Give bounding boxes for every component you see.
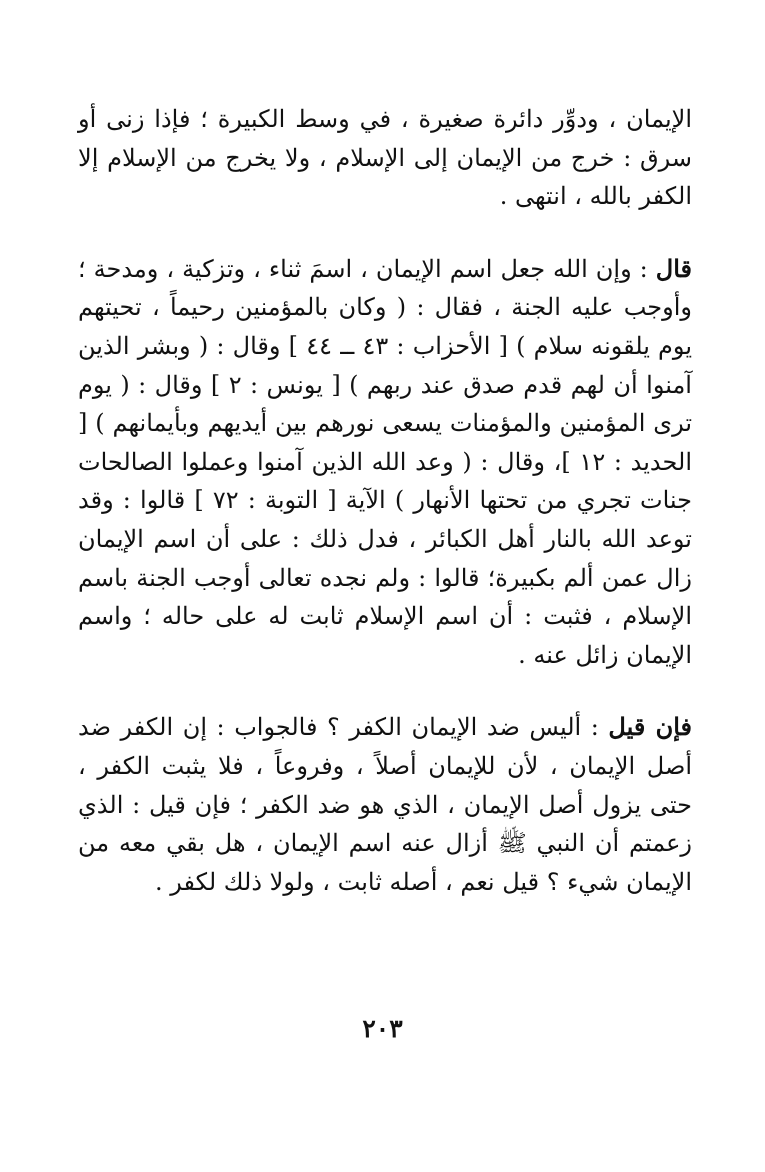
page-number: ٢٠٣ <box>362 1014 403 1043</box>
paragraph-3-text: : أليس ضد الإيمان الكفر ؟ فالجواب : إن الكفر ضد أصل الإيمان ، لأن للإيمان أصلاً ، وفروعاً ، فلا يثبت الكفر ، حتى يزول أصل الإيمان ، الذي هو ضد الكفر ؛ فإن قيل : الذي زعمتم أن النبي ﷺ أزال عنه اسم الإيمان ، هل بقي معه من الإيمان شيء ؟ قيل نعم ، أصله ثابت ، ولولا ذلك لكفر . <box>78 713 692 896</box>
paragraph-3 <box>78 708 692 901</box>
paragraph-1 <box>78 100 692 216</box>
paragraph-2 <box>78 250 692 675</box>
paragraph-1-text: الإيمان ، ودوِّر دائرة صغيرة ، في وسط الكبيرة ؛ فإذا زنى أو سرق : خرج من الإيمان إلى الإسلام ، ولا يخرج من الإسلام إلا الكفر بالله ، انتهى . <box>78 105 692 211</box>
paragraph-3-lead: فإن قيل <box>608 712 693 742</box>
page-body <box>78 100 692 901</box>
paragraph-2-text: : وإن الله جعل اسم الإيمان ، اسمَ ثناء ، وتزكية ، ومدحة ؛ وأوجب عليه الجنة ، فقال : ( وكان بالمؤمنين رحيماً ، تحيتهم يوم يلقونه سلام ) [ الأحزاب : ٤٣ ــ ٤٤ ] وقال : ( وبشر الذين آمنوا أن لهم قدم صدق عند ربهم ) [ يونس : ٢ ] وقال : ( يوم ترى المؤمنين والمؤمنات يسعى نورهم بين أيديهم وبأيمانهم ) [ الحديد : ١٢ ]، وقال : ( وعد الله الذين آمنوا وعملوا الصالحات جنات تجري من تحتها الأنهار ) الآية [ التوبة : ٧٢ ] قالوا : وقد توعد الله بالنار أهل الكبائر ، فدل ذلك : على أن اسم الإيمان زال عمن ألم بكبيرة؛ قالوا : ولم نجده تعالى أوجب الجنة باسم الإسلام ، فثبت : أن اسم الإسلام ثابت له على حاله ؛ واسم الإيمان زائل عنه . <box>78 254 692 669</box>
paragraph-2-lead: قال <box>655 253 692 283</box>
